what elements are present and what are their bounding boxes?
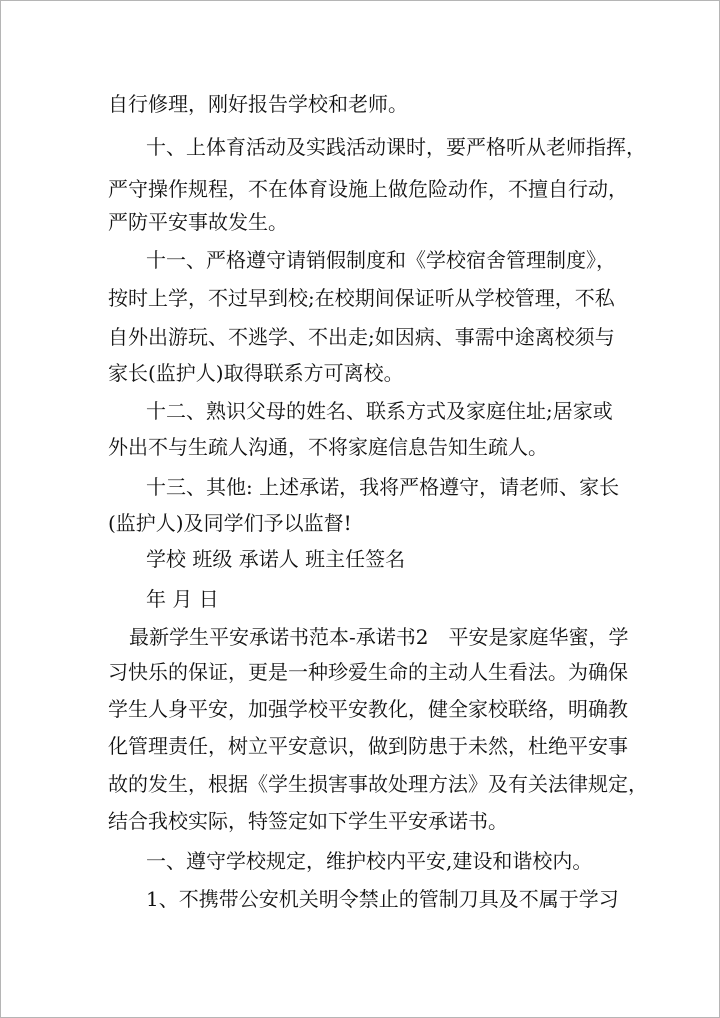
text-line: 最新学生平安承诺书范本-承诺书2 平安是家庭华蜜，学 bbox=[129, 625, 629, 649]
text-line: 外出不与生疏人沟通，不将家庭信息告知生疏人。 bbox=[108, 435, 548, 459]
text-line: 十二、熟识父母的姓名、联系方式及家庭住址;居家或 bbox=[146, 399, 613, 423]
date-fields: 年 月 日 bbox=[146, 587, 219, 611]
text-line: 家长(监护人)取得联系方可离校。 bbox=[108, 361, 404, 385]
text-line: 结合我校实际，特签定如下学生平安承诺书。 bbox=[108, 809, 508, 833]
text-line: 习快乐的保证，更是一种珍爱生命的主动人生看法。为确保 bbox=[108, 660, 628, 684]
text-line: (监护人)及同学们予以监督! bbox=[108, 511, 352, 535]
text-line: 自行修理，刚好报告学校和老师。 bbox=[108, 92, 408, 116]
text-line: 十三、其他: 上述承诺，我将严格遵守，请老师、家长 bbox=[146, 475, 620, 499]
text-line: 学生人身平安，加强学校平安教化，健全家校联络，明确教 bbox=[108, 697, 628, 721]
signature-fields: 学校 班级 承诺人 班主任签名 bbox=[146, 547, 406, 571]
text-line: 自外出游玩、不逃学、不出走;如因病、事需中途离校须与 bbox=[108, 325, 615, 349]
text-line: 故的发生，根据《学生损害事故处理方法》及有关法律规定， bbox=[108, 772, 648, 796]
text-line: 严防平安事故发生。 bbox=[108, 210, 288, 234]
text-line: 十一、严格遵守请销假制度和《学校宿舍管理制度》， bbox=[146, 248, 616, 272]
text-line: 严守操作规程，不在体育设施上做危险动作，不擅自行动， bbox=[108, 177, 628, 201]
text-line: 十、上体育活动及实践活动课时，要严格听从老师指挥， bbox=[146, 135, 646, 159]
text-line: 1、不携带公安机关明令禁止的管制刀具及不属于学习 bbox=[146, 887, 619, 911]
section-heading: 一、遵守学校规定，维护校内平安,建设和谐校内。 bbox=[146, 849, 593, 873]
text-line: 按时上学，不过早到校;在校期间保证听从学校管理，不私 bbox=[108, 286, 615, 310]
text-line: 化管理责任，树立平安意识，做到防患于未然，杜绝平安事 bbox=[108, 734, 628, 758]
